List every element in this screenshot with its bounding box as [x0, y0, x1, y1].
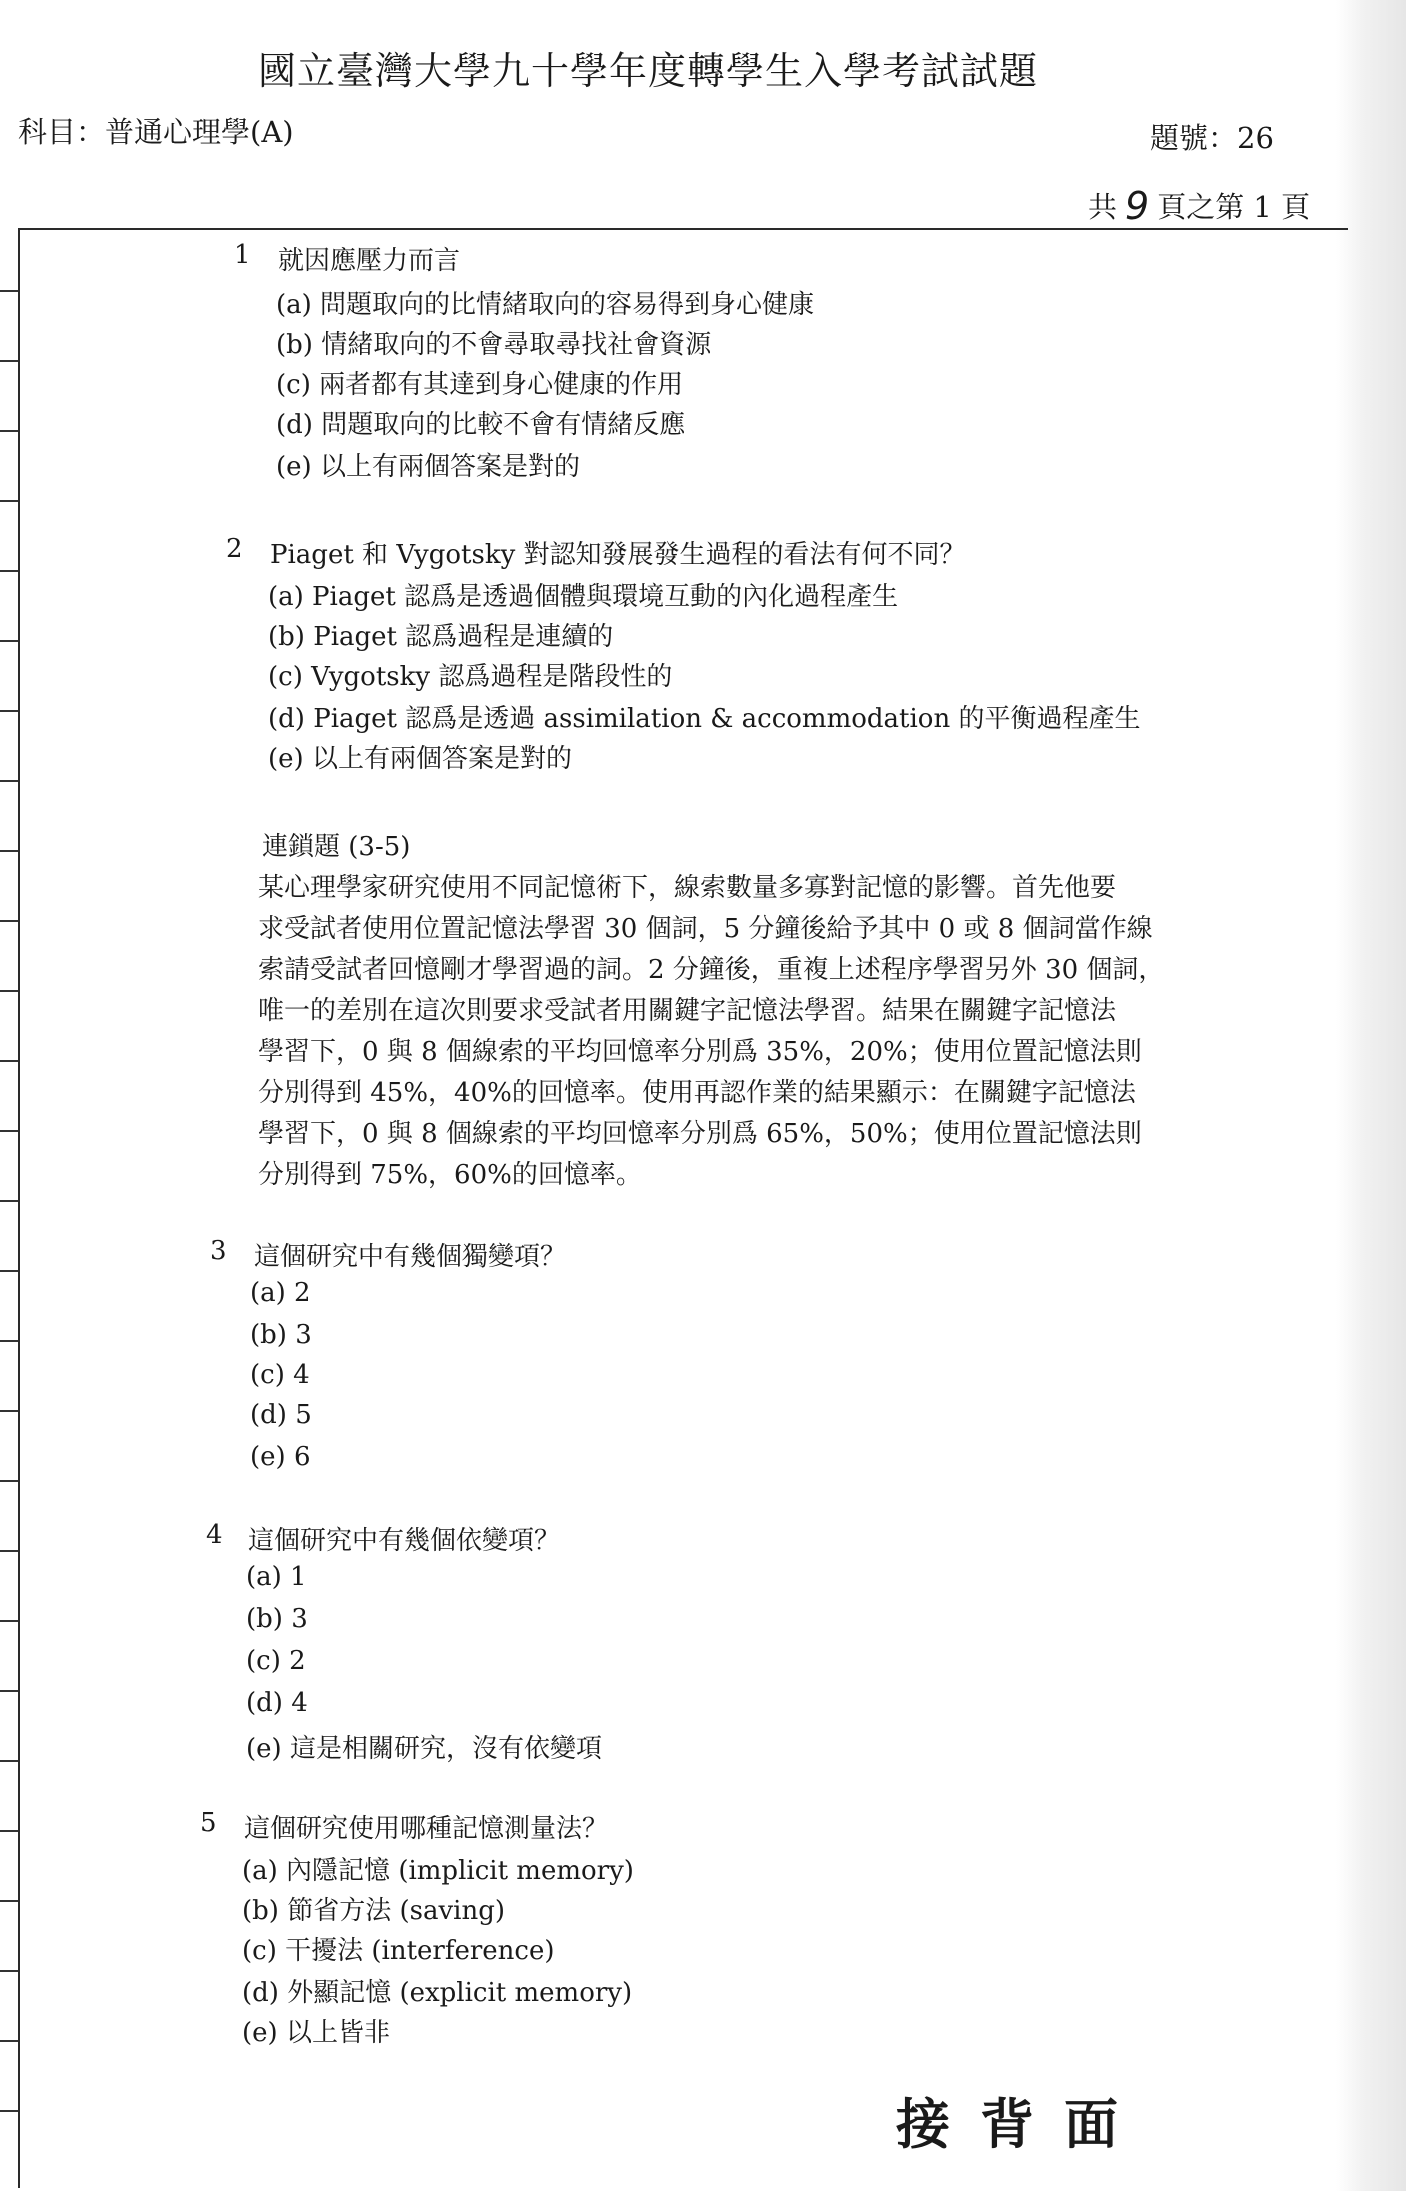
question-3-option: (c) 4 [250, 1360, 310, 1390]
question-3-option: (d) 5 [250, 1400, 312, 1430]
pages-prefix: 共 [1088, 190, 1118, 224]
question-5-option: (b) 節省方法 (saving) [242, 1896, 505, 1926]
margin-tick [0, 1200, 18, 1202]
margin-tick [0, 640, 18, 642]
margin-tick [0, 430, 18, 432]
question-3-option: (e) 6 [250, 1442, 311, 1472]
question-code: 題號：26 [1150, 121, 1274, 155]
margin-tick [0, 500, 18, 502]
scenario-line: 某心理學家研究使用不同記憶術下，線索數量多寡對記憶的影響。首先他要 [258, 873, 1117, 903]
question-2-option: (d) Piaget 認爲是透過 assimilation & accommodation 的平衡過程產生 [268, 704, 1141, 734]
margin-tick [0, 1270, 18, 1272]
linked-questions-heading: 連鎖題 (3-5) [262, 832, 411, 862]
margin-ticks [0, 228, 20, 2191]
question-1-option: (c) 兩者都有其達到身心健康的作用 [276, 370, 684, 400]
margin-tick [0, 570, 18, 572]
question-2-option: (e) 以上有兩個答案是對的 [268, 744, 572, 774]
scenario-line: 學習下，0 與 8 個線索的平均回憶率分別爲 35%，20%；使用位置記憶法則 [258, 1037, 1142, 1067]
question-1-option: (e) 以上有兩個答案是對的 [276, 452, 580, 482]
margin-tick [0, 1060, 18, 1062]
question-2-option: (c) Vygotsky 認爲過程是階段性的 [268, 662, 673, 692]
pages-total-handwritten: 9 [1125, 184, 1150, 228]
scenario-line: 唯一的差別在這次則要求受試者用關鍵字記憶法學習。結果在關鍵字記憶法 [258, 996, 1117, 1026]
question-4-option: (e) 這是相關研究，沒有依變項 [246, 1734, 602, 1764]
question-2-option: (b) Piaget 認爲過程是連續的 [268, 622, 614, 652]
scenario-line: 分別得到 45%，40%的回憶率。使用再認作業的結果顯示：在關鍵字記憶法 [258, 1078, 1136, 1108]
margin-tick [0, 850, 18, 852]
question-4-option: (d) 4 [246, 1688, 308, 1718]
question-5-option: (e) 以上皆非 [242, 2018, 390, 2048]
scenario-line: 學習下，0 與 8 個線索的平均回憶率分別爲 65%，50%；使用位置記憶法則 [258, 1119, 1142, 1149]
scenario-paragraph [258, 868, 1168, 1196]
continue-on-back-label: 接背面 [896, 2092, 1148, 2156]
margin-tick [0, 1340, 18, 1342]
scenario-line: 分別得到 75%，60%的回憶率。 [258, 1160, 642, 1190]
question-3-option: (b) 3 [250, 1320, 312, 1350]
question-3-number: 3 [210, 1236, 227, 1266]
question-2-stem: Piaget 和 Vygotsky 對認知發展發生過程的看法有何不同？ [270, 540, 966, 570]
scenario-line: 求受試者使用位置記憶法學習 30 個詞，5 分鐘後給予其中 0 或 8 個詞當作線 [258, 914, 1153, 944]
margin-tick [0, 1900, 18, 1902]
scenario-line: 索請受試者回憶剛才學習過的詞。2 分鐘後，重複上述程序學習另外 30 個詞， [258, 955, 1165, 985]
question-1-option: (d) 問題取向的比較不會有情緒反應 [276, 410, 686, 440]
pages-suffix: 頁之第 1 頁 [1157, 190, 1311, 224]
page-count [1088, 182, 1310, 226]
question-3-option: (a) 2 [250, 1278, 311, 1308]
margin-tick [0, 290, 18, 292]
question-4-number: 4 [206, 1520, 223, 1550]
question-5-option: (a) 內隱記憶 (implicit memory) [242, 1856, 634, 1886]
subject-label: 科目：普通心理學(A) [18, 115, 294, 149]
question-1-number: 1 [234, 240, 251, 270]
question-5-number: 5 [200, 1808, 217, 1838]
question-3-stem: 這個研究中有幾個獨變項？ [254, 1242, 567, 1272]
question-4-stem: 這個研究中有幾個依變項？ [248, 1526, 561, 1556]
margin-tick [0, 2040, 18, 2042]
question-1-option: (b) 情緒取向的不會尋取尋找社會資源 [276, 330, 712, 360]
question-2-option: (a) Piaget 認爲是透過個體與環境互動的內化過程產生 [268, 582, 899, 612]
question-4-option: (b) 3 [246, 1604, 308, 1634]
margin-tick [0, 1830, 18, 1832]
question-5-option: (c) 干擾法 (interference) [242, 1936, 555, 1966]
question-1-stem: 就因應壓力而言 [278, 246, 461, 276]
question-5-stem: 這個研究使用哪種記憶測量法？ [244, 1814, 609, 1844]
question-4-option: (a) 1 [246, 1562, 307, 1592]
margin-tick [0, 1620, 18, 1622]
margin-tick [0, 710, 18, 712]
question-2-number: 2 [226, 534, 243, 564]
margin-tick [0, 1130, 18, 1132]
answer-frame [18, 228, 1348, 2188]
margin-tick [0, 780, 18, 782]
margin-tick [0, 1760, 18, 1762]
margin-tick [0, 1970, 18, 1972]
exam-title: 國立臺灣大學九十學年度轉學生入學考試試題 [258, 49, 1039, 93]
margin-tick [0, 920, 18, 922]
margin-tick [0, 1410, 18, 1412]
margin-tick [0, 990, 18, 992]
margin-tick [0, 1690, 18, 1692]
question-4-option: (c) 2 [246, 1646, 306, 1676]
margin-tick [0, 2110, 18, 2112]
margin-tick [0, 1550, 18, 1552]
question-1-option: (a) 問題取向的比情緒取向的容易得到身心健康 [276, 290, 815, 320]
margin-tick [0, 360, 18, 362]
margin-tick [0, 1480, 18, 1482]
question-5-option: (d) 外顯記憶 (explicit memory) [242, 1978, 633, 2008]
